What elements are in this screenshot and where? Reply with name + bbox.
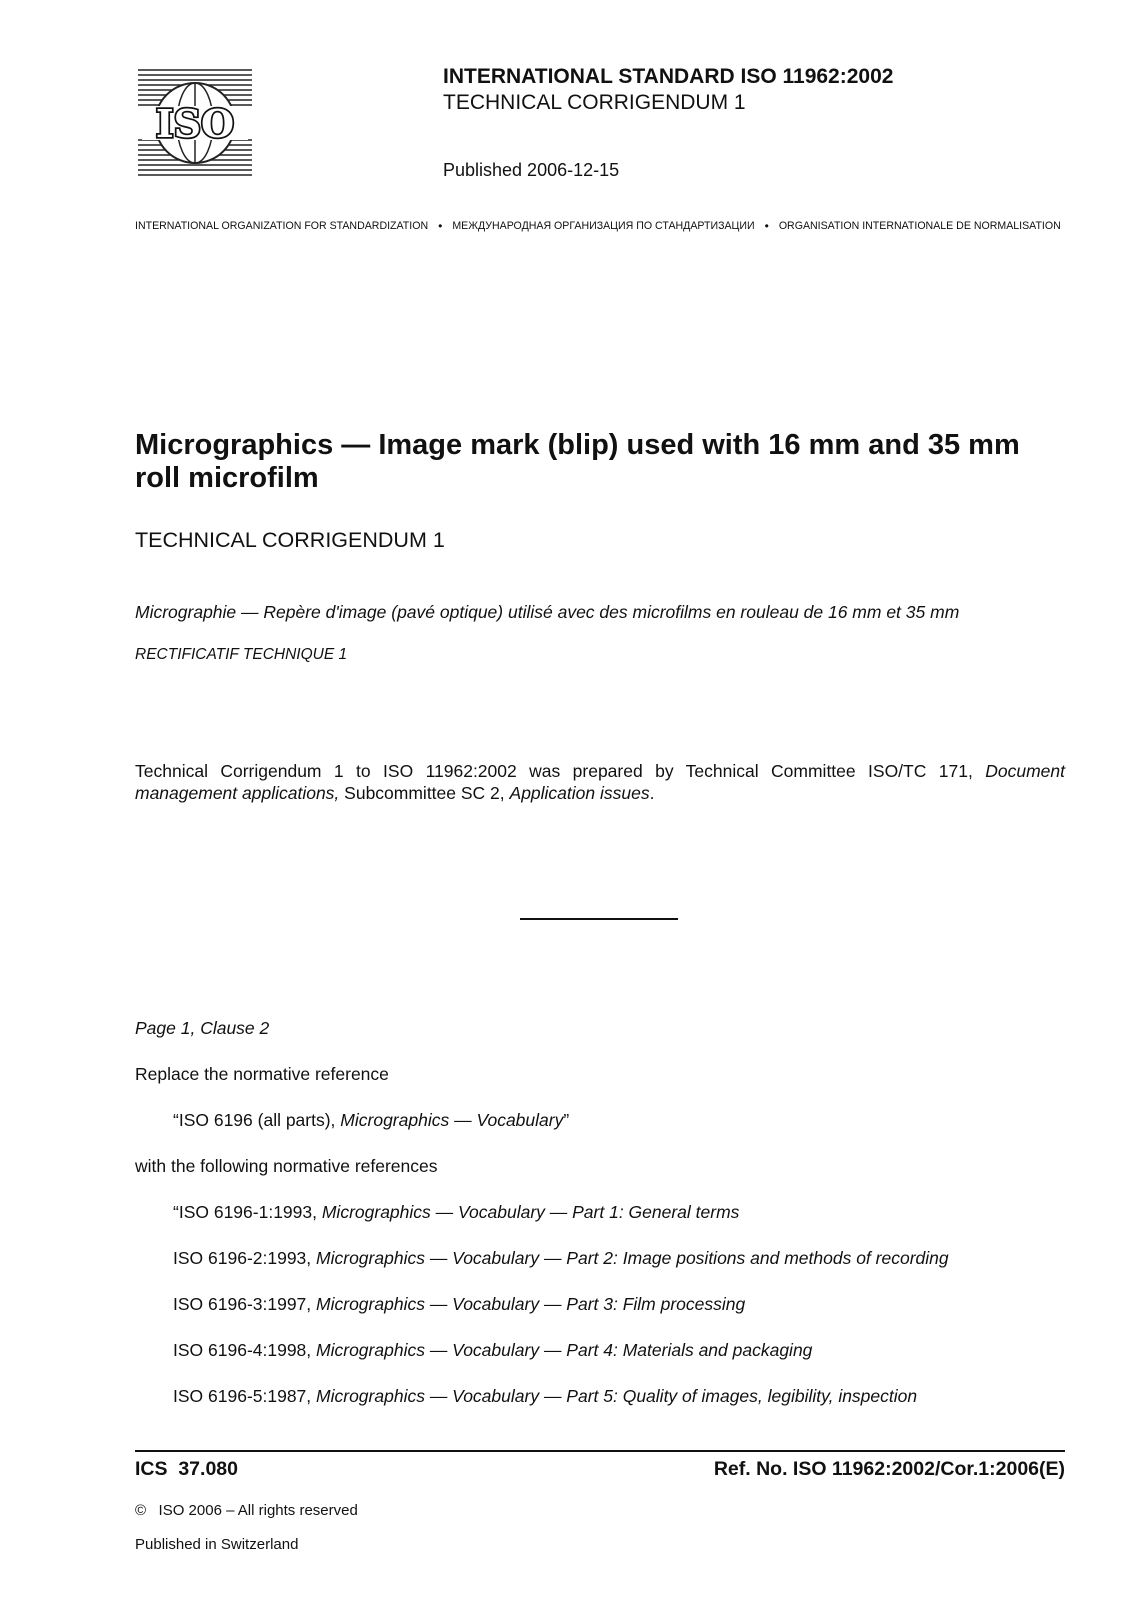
replace-instruction: Replace the normative reference	[135, 1064, 389, 1084]
standard-line: INTERNATIONAL STANDARD ISO 11962:2002	[443, 65, 894, 88]
ref-title: Micrographics — Vocabulary — Part 1: General terms	[321, 1202, 740, 1222]
separator-dot: •	[438, 219, 443, 233]
new-reference	[173, 1248, 949, 1269]
document-subtitle: TECHNICAL CORRIGENDUM 1	[135, 528, 445, 552]
new-reference	[173, 1340, 812, 1361]
subcommittee-name: Application issues	[509, 783, 650, 803]
iso-logo	[138, 68, 252, 178]
org-name-en: INTERNATIONAL ORGANIZATION FOR STANDARDIZATION	[135, 220, 429, 232]
published-date: Published 2006-12-15	[443, 160, 620, 180]
french-title: Micrographie — Repère d'image (pavé optique) utilisé avec des microfilms en rouleau de 16 mm et 35 mm	[135, 602, 960, 622]
prep-text-2: Subcommittee SC 2,	[339, 783, 510, 803]
new-reference	[173, 1294, 745, 1315]
reference-number: Ref. No. ISO 11962:2002/Cor.1:2006(E)	[713, 1458, 1065, 1480]
clause-reference: Page 1, Clause 2	[135, 1018, 270, 1038]
ics-code: ICS 37.080	[135, 1458, 238, 1480]
ref-number: ISO 6196-3:1997,	[173, 1294, 317, 1314]
published-in: Published in Switzerland	[135, 1536, 299, 1553]
copyright-notice: © ISO 2006 – All rights reserved	[135, 1502, 358, 1519]
ref-title: Micrographics — Vocabulary — Part 3: Film processing	[316, 1294, 746, 1314]
corrigendum-line: TECHNICAL CORRIGENDUM 1	[443, 91, 746, 114]
new-reference	[173, 1202, 739, 1223]
section-divider	[520, 918, 678, 920]
ref-number: “ISO 6196-1:1993,	[173, 1202, 322, 1222]
old-reference	[173, 1110, 569, 1131]
document-title: Micrographics — Image mark (blip) used with 16 mm and 35 mm roll microfilm	[135, 429, 1020, 494]
separator-dot: •	[764, 219, 769, 233]
prep-text-1: Technical Corrigendum 1 to ISO 11962:2002 was prepared by Technical Committee ISO/TC 171,	[135, 761, 986, 781]
ref-title: Micrographics — Vocabulary — Part 4: Materials and packaging	[316, 1340, 813, 1360]
ref-title: Micrographics — Vocabulary — Part 2: Image positions and methods of recording	[316, 1248, 949, 1268]
old-ref-title: Micrographics — Vocabulary	[340, 1110, 564, 1130]
logo-text: ISO	[155, 101, 235, 146]
preparation-paragraph	[135, 760, 1065, 804]
with-instruction: with the following normative references	[135, 1156, 438, 1176]
organization-line	[135, 219, 1065, 233]
prep-text-end: .	[649, 783, 655, 803]
old-ref-number: “ISO 6196 (all parts),	[173, 1110, 341, 1130]
french-subtitle: RECTIFICATIF TECHNIQUE 1	[135, 646, 348, 663]
new-reference	[173, 1386, 917, 1407]
ref-title: Micrographics — Vocabulary — Part 5: Quality of images, legibility, inspection	[316, 1386, 918, 1406]
org-name-ru: МЕЖДУНАРОДНАЯ ОРГАНИЗАЦИЯ ПО СТАНДАРТИЗАЦИИ	[452, 220, 755, 232]
old-ref-close: ”	[563, 1110, 570, 1130]
org-name-fr: ORGANISATION INTERNATIONALE DE NORMALISATION	[778, 220, 1061, 232]
ref-number: ISO 6196-4:1998,	[173, 1340, 317, 1360]
committee-name: Document management applications,	[135, 761, 1065, 803]
footer-rule	[135, 1450, 1065, 1452]
ref-number: ISO 6196-2:1993,	[173, 1248, 317, 1268]
ref-number: ISO 6196-5:1987,	[173, 1386, 317, 1406]
